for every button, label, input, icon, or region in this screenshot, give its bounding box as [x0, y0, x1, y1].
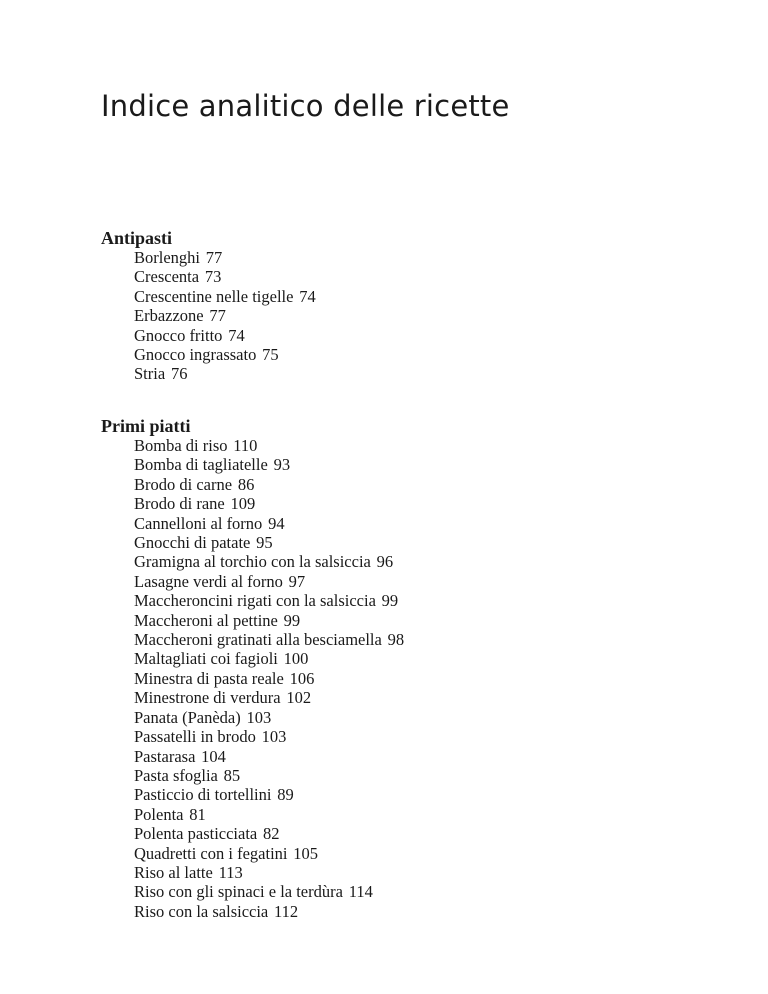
recipe-entry — [134, 805, 404, 824]
recipe-entry — [134, 494, 404, 513]
recipe-entry — [134, 287, 316, 306]
recipe-name: Minestra di pasta reale — [134, 668, 284, 688]
page-number: 86 — [237, 474, 255, 494]
recipe-name: Minestrone di verdura — [134, 688, 281, 708]
recipe-name: Borlenghi — [134, 248, 200, 267]
page-number: 99 — [283, 610, 301, 630]
page-number: 102 — [286, 688, 312, 708]
recipe-entry — [134, 766, 404, 785]
recipe-name: Maccheroni al pettine — [134, 610, 278, 630]
recipe-name: Polenta pasticciata — [134, 824, 258, 844]
page-number: 104 — [201, 746, 226, 766]
recipe-entry — [134, 882, 404, 901]
recipe-list — [101, 436, 404, 921]
recipe-name: Crescentine nelle tigelle — [134, 286, 294, 306]
recipe-entry — [134, 747, 404, 766]
recipe-name: Crescenta — [134, 267, 200, 287]
page-number: 99 — [381, 591, 399, 611]
recipe-entry — [134, 514, 404, 533]
recipe-name: Bomba di riso — [134, 436, 228, 455]
page-number: 77 — [209, 306, 226, 326]
recipe-name: Panata (Panèda) — [134, 707, 241, 727]
recipe-name: Pastarasa — [134, 746, 196, 766]
recipe-name: Pasticcio di tortellini — [134, 785, 272, 805]
page-number: 73 — [204, 267, 222, 287]
recipe-entry — [134, 727, 404, 746]
recipe-entry — [134, 902, 404, 921]
page-number: 93 — [273, 455, 291, 475]
page-number: 89 — [277, 785, 294, 805]
recipe-entry — [134, 248, 316, 267]
section-heading: Antipasti — [101, 228, 173, 248]
recipe-name: Erbazzone — [134, 306, 204, 326]
recipe-name: Maccheroncini rigati con la salsiccia — [134, 591, 376, 611]
section-heading: Primi piatti — [101, 416, 191, 436]
recipe-entry — [134, 455, 404, 474]
page-number: 94 — [268, 513, 285, 533]
recipe-entry — [134, 649, 404, 668]
page-number: 103 — [246, 707, 272, 727]
page-number: 96 — [376, 552, 394, 572]
recipe-name: Maccheroni gratinati alla besciamella — [134, 630, 382, 650]
recipe-entry — [134, 533, 404, 552]
recipe-entry — [134, 306, 316, 325]
page-title: Indice analitico delle ricette — [101, 89, 510, 123]
recipe-name: Riso con gli spinaci e la terdùra — [134, 882, 343, 902]
recipe-entry — [134, 364, 316, 383]
recipe-entry — [134, 436, 404, 455]
recipe-name: Maltagliati coi fagioli — [134, 649, 278, 669]
page-number: 75 — [262, 345, 279, 365]
recipe-list — [101, 248, 316, 384]
recipe-entry — [134, 708, 404, 727]
section-primi-piatti — [101, 416, 404, 921]
page-number: 76 — [170, 364, 188, 384]
recipe-name: Brodo di carne — [134, 474, 233, 494]
recipe-name: Stria — [134, 364, 166, 384]
recipe-entry — [134, 591, 404, 610]
recipe-name: Brodo di rane — [134, 494, 225, 514]
page-number: 77 — [205, 248, 223, 267]
recipe-entry — [134, 844, 404, 863]
recipe-name: Bomba di tagliatelle — [134, 455, 268, 475]
recipe-entry — [134, 572, 404, 591]
page-number: 74 — [299, 286, 316, 306]
page-number: 110 — [233, 436, 258, 455]
page-number: 103 — [261, 727, 287, 747]
section-antipasti — [101, 228, 316, 384]
recipe-entry — [134, 688, 404, 707]
recipe-entry — [134, 552, 404, 571]
recipe-name: Riso con la salsiccia — [134, 901, 269, 921]
recipe-entry — [134, 326, 316, 345]
recipe-entry — [134, 345, 316, 364]
recipe-entry — [134, 475, 404, 494]
page-number: 97 — [288, 571, 306, 591]
page-number: 82 — [263, 824, 280, 844]
recipe-name: Riso al latte — [134, 862, 213, 882]
recipe-entry — [134, 863, 404, 882]
page-number: 109 — [230, 494, 256, 514]
recipe-entry — [134, 611, 404, 630]
recipe-name: Lasagne verdi al forno — [134, 571, 283, 591]
recipe-name: Gnocchi di patate — [134, 533, 251, 553]
recipe-entry — [134, 630, 404, 649]
page-number: 98 — [387, 630, 405, 650]
recipe-name: Gnocco fritto — [134, 325, 223, 345]
page-number: 112 — [274, 901, 299, 921]
recipe-entry — [134, 267, 316, 286]
recipe-name: Polenta — [134, 804, 184, 824]
page-number: 100 — [283, 649, 309, 669]
recipe-name: Passatelli in brodo — [134, 727, 256, 747]
page-number: 81 — [189, 804, 206, 824]
recipe-entry — [134, 824, 404, 843]
page-number: 105 — [293, 843, 319, 863]
recipe-name: Pasta sfoglia — [134, 765, 218, 785]
recipe-name: Gnocco ingrassato — [134, 345, 257, 365]
recipe-entry — [134, 669, 404, 688]
recipe-name: Gramigna al torchio con la salsiccia — [134, 552, 371, 572]
recipe-name: Quadretti con i fegatini — [134, 843, 288, 863]
recipe-entry — [134, 785, 404, 804]
page-number: 74 — [228, 325, 245, 345]
recipe-name: Cannelloni al forno — [134, 513, 263, 533]
page-number: 95 — [256, 533, 273, 553]
page-number: 113 — [218, 862, 243, 882]
page-number: 85 — [223, 765, 241, 785]
page-number: 114 — [348, 882, 373, 902]
page-number: 106 — [289, 668, 315, 688]
